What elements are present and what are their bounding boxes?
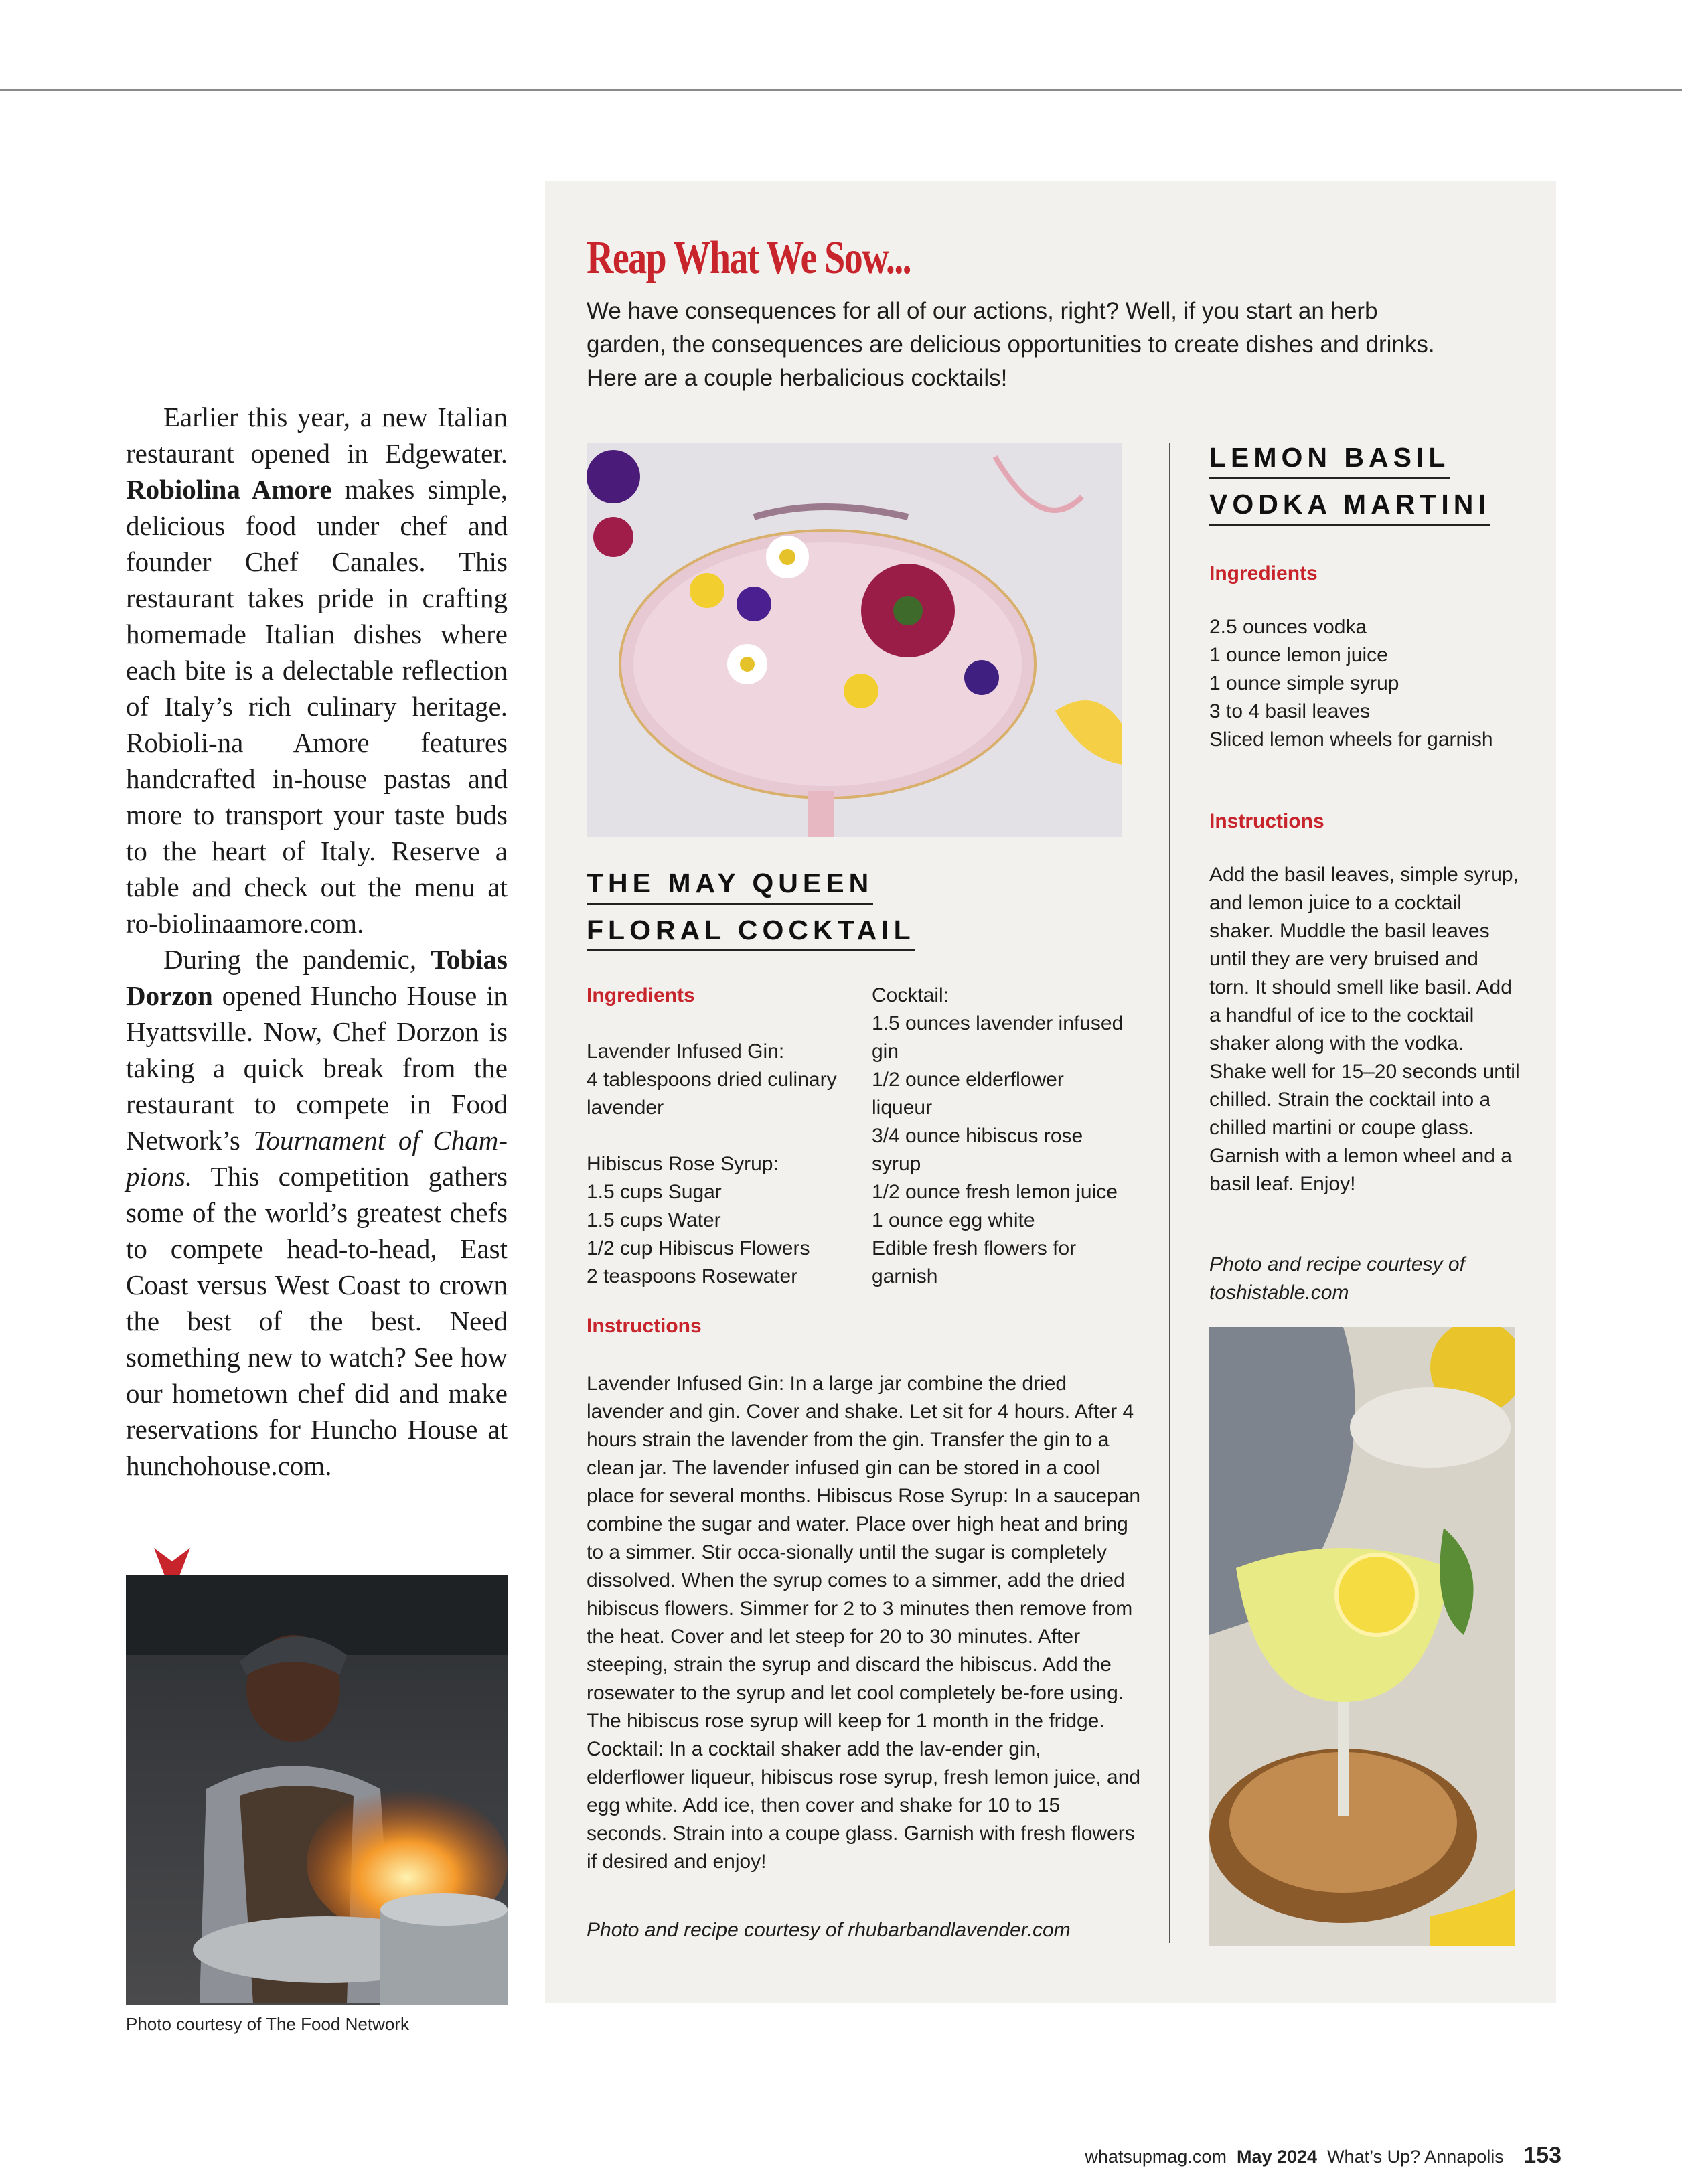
syrup-group: Hibiscus Rose Syrup: 1.5 cups Sugar 1.5 cups Water 1/2 cup Hibiscus Flowers 2 teaspoons Rosewater [587,1153,810,1288]
footer-site: whatsupmag.com [1085,2147,1227,2167]
column-divider [1169,443,1170,1943]
instructions-label: Instructions [587,1315,702,1337]
ingredients-label: Ingredients [1209,562,1318,584]
may-queen-ingredients [587,982,854,1291]
restaurant-name: Robiolina Amore [126,474,332,505]
lemon-basil-instructions: Add the basil leaves, simple syrup, and lemon juice to a cocktail shaker. Muddle the basil leaves until they are very bruised and torn. It should smell like basil. Add a handful of ice to the cocktail shaker along with the vodka. Shake well for 15–20 seconds until chilled. Strain the cocktail into a chilled martini or coupe glass. Garnish with a lemon wheel and a basil leaf. Enjoy! [1209,864,1520,1195]
show-title: Tournament of Cham-pions. [126,1125,508,1192]
sidebar-intro: We have consequences for all of our actions, right? Well, if you start an herb garden, the consequences are delicious opportunities to create dishes and drinks. Here are a couple herbalicious cocktails! [587,298,1435,391]
may-queen-title: THE MAY QUEEN FLORAL COCKTAIL [587,860,915,953]
left-article [126,399,508,1484]
chef-photo [126,1575,508,2005]
page-footer [1085,2142,1561,2169]
photo-caption: Photo courtesy of The Food Network [126,2014,409,2034]
may-queen-instructions: Lavender Infused Gin: In a large jar combine the dried lavender and gin. Cover and shake. Let sit for 4 hours. After 4 hours strain the lavender from the gin. Transfer the gin to a clean jar. The lavender infused gin can be stored in a cool place for several months. Hibiscus Rose Syrup: In a saucepan combine the sugar and water. Place over high heat and bring to a simmer. Stir occa-sionally until the sugar is completely dissolved. When the syrup comes to a simmer, add the dried hibiscus flowers. Simmer for 2 to 3 minutes then remove from the heat. Cover and let steep for 20 to 30 minutes. After steeping, strain the syrup and discard the hibiscus. Add the rosewater to the syrup and let cool completely be-fore using. The hibiscus rose syrup will keep for 1 month in the fridge. Cocktail: In a cocktail shaker add the lav-ender gin, elderflower liqueur, hibiscus rose syrup, fresh lemon juice, and egg white. Add ice, then cover and shake for 10 to 15 seconds. Strain into a coupe glass. Garnish with fresh flowers if desired and enjoy! [587,1373,1141,1873]
recipe-sidebar [545,181,1556,2003]
may-queen-credit: Photo and recipe courtesy of rhubarbandlavender.com [587,1919,1071,1941]
lemon-basil-credit: Photo and recipe courtesy of toshistable.com [1209,1253,1465,1304]
lemon-basil-ingredients: 2.5 ounces vodka 1 ounce lemon juice 1 ounce simple syrup 3 to 4 basil leaves Sliced lemon wheels for garnish [1209,616,1493,751]
footer-date: May 2024 [1236,2147,1318,2167]
may-queen-photo [587,443,1122,837]
footer-publication: What’s Up? Annapolis [1327,2147,1504,2167]
lemon-basil-title: LEMON BASIL VODKA MARTINI [1209,434,1490,528]
ingredients-label: Ingredients [587,984,695,1006]
lemon-basil-photo [1209,1327,1515,1946]
gin-group: Lavender Infused Gin: 4 tablespoons dried culinary lavender [587,1040,837,1119]
paragraph-huncho: During the pandemic, Tobias Dorzon opened Huncho House in Hyattsville. Now, Chef Dorzon is taking a quick break from the restaurant to compete in Food Network’s Tournament of Cham-pions. This competition gathers some of the world’s greatest chefs to compete head-to-head, East Coast versus West Coast to crown the best of the best. Need something new to watch? See how our hometown chef did and make reservations for Huncho House at hunchohouse.com. [126,944,508,1481]
instructions-label: Instructions [1209,810,1324,832]
page-number: 153 [1523,2142,1561,2168]
paragraph-robiolina: Earlier this year, a new Italian restaurant opened in Edgewater. Robiolina Amore makes simple, delicious food under chef and founder Chef Canales. This restaurant takes pride in crafting homemade Italian dishes where each bite is a delectable reflection of Italy’s rich culinary heritage. Robioli-na Amore features handcrafted in-house pastas and more to transport your taste buds to the heart of Italy. Reserve a table and check out the menu at ro-biolinaamore.com. [126,402,508,939]
may-queen-cocktail-list: Cocktail: 1.5 ounces lavender infused gin 1/2 ounce elderflower liqueur 3/4 ounce hibiscus rose syrup 1/2 ounce fresh lemon juice 1 ounce egg white Edible fresh flowers for garnish [872,984,1124,1288]
top-rule [0,89,1682,91]
chef-name: Tobias Dorzon [126,944,508,1011]
sidebar-title: Reap What We Sow... [587,232,911,284]
